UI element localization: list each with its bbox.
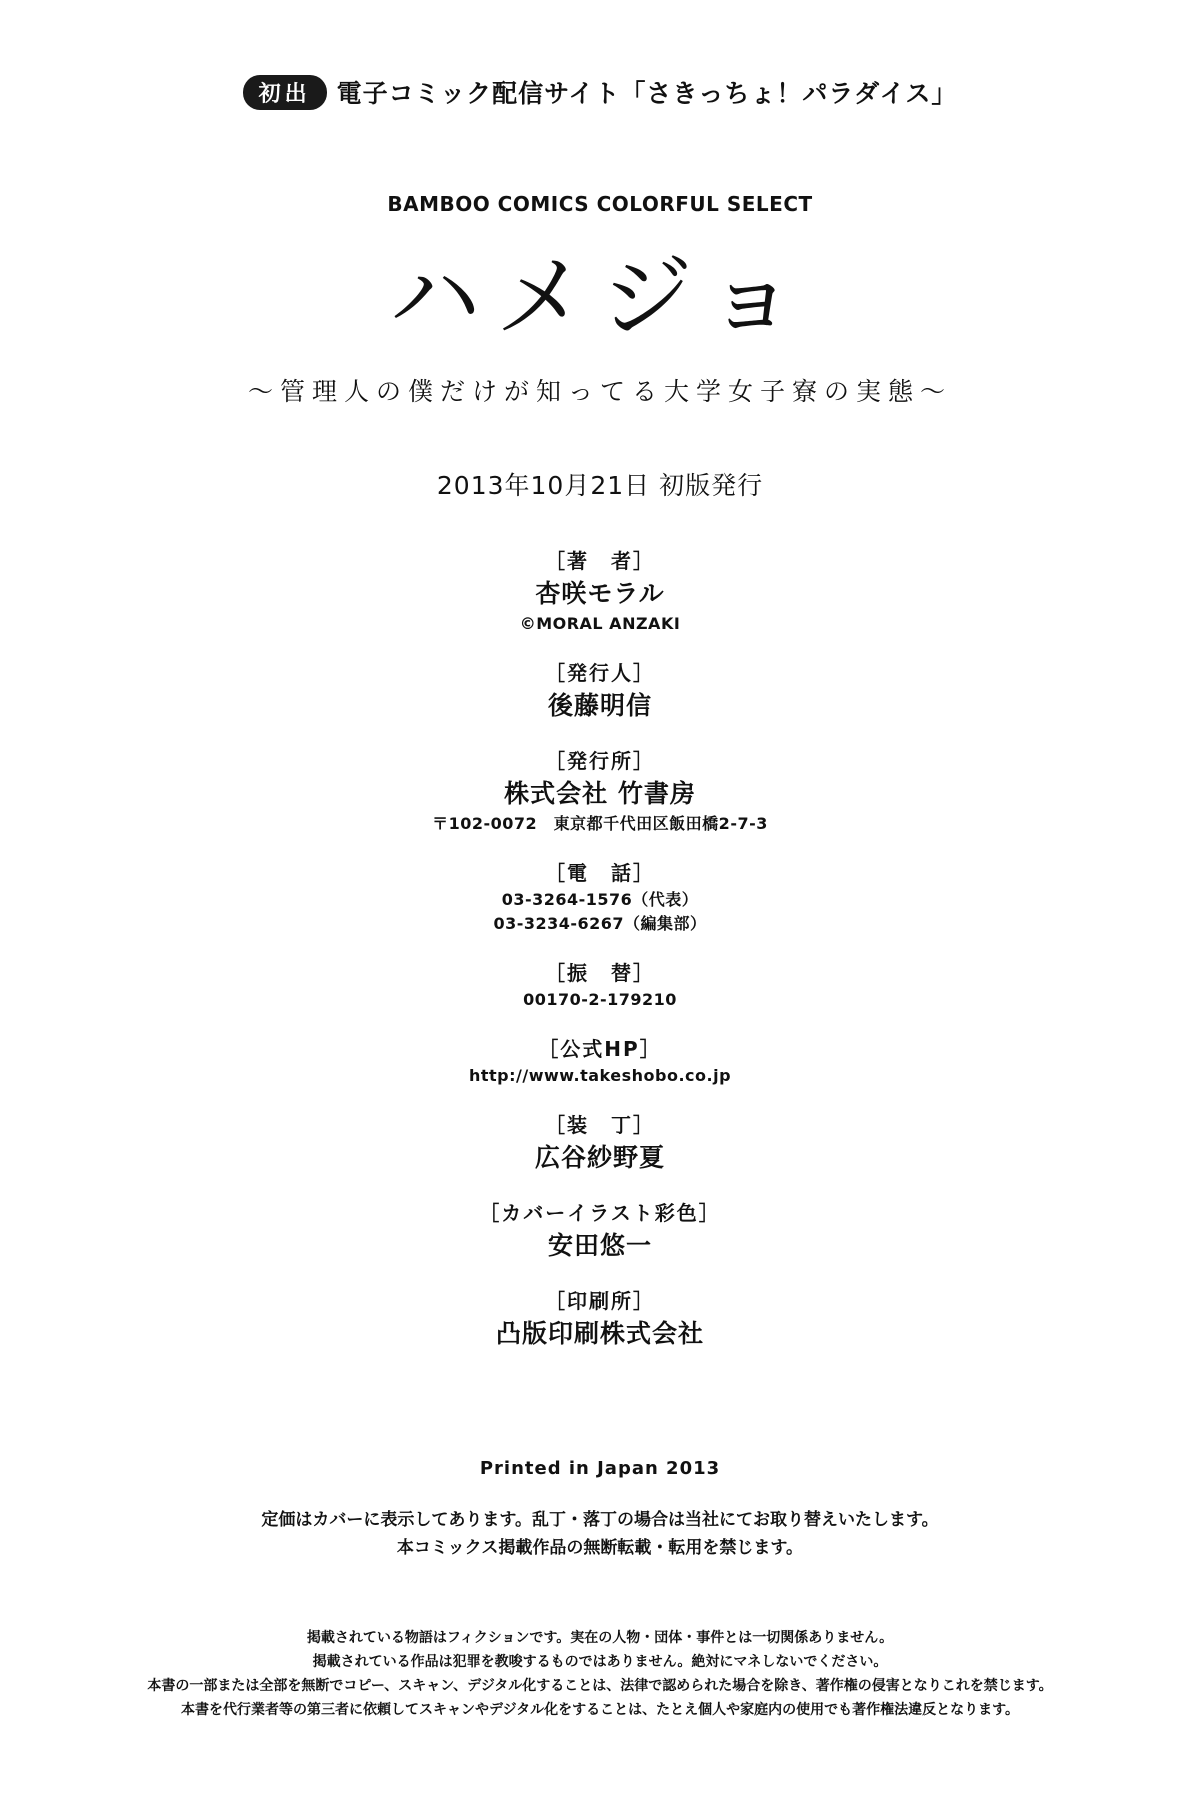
book-subtitle: 〜管理人の僕だけが知ってる大学女子寮の実態〜	[247, 377, 952, 406]
credits-list	[0, 546, 1200, 1352]
credit-detail: http://www.takeshobo.co.jp	[468, 1066, 732, 1085]
credit-block	[0, 858, 1200, 936]
first-publication-text: 電子コミック配信サイト「さきっちょ！パラダイス」	[336, 79, 958, 108]
legal-line: 掲載されている作品は犯罪を教唆するものではありません。絶対にマネしないでください。	[312, 1654, 888, 1670]
credit-block	[0, 1110, 1200, 1176]
credit-label: ［著 者］	[545, 549, 655, 573]
credit-label: ［カバーイラスト彩色］	[479, 1201, 721, 1225]
first-publication-badge: 初出	[243, 75, 327, 110]
credit-block	[0, 1286, 1200, 1352]
credit-label: ［発行人］	[545, 661, 655, 685]
credit-value: 凸版印刷株式会社	[495, 1319, 704, 1348]
credit-label: ［公式HP］	[538, 1037, 662, 1061]
credit-value: 安田悠一	[547, 1231, 652, 1260]
credit-label: ［電 話］	[545, 861, 655, 885]
notice-line: 定価はカバーに表示してあります。乱丁・落丁の場合は当社にてお取り替えいたします。	[261, 1510, 939, 1530]
credit-block	[0, 1034, 1200, 1088]
credit-block	[0, 546, 1200, 636]
credit-block	[0, 658, 1200, 724]
notice-line: 本コミックス掲載作品の無断転載・転用を禁じます。	[396, 1538, 804, 1558]
credit-detail: 〒102-0072 東京都千代田区飯田橋2-7-3	[432, 814, 768, 833]
publication-date: 2013年10月21日 初版発行	[436, 471, 764, 500]
first-publication-line	[0, 74, 1200, 110]
credit-label: ［振 替］	[545, 961, 655, 985]
credit-detail: 03-3264-1576（代表）	[501, 890, 699, 909]
credit-label: ［印刷所］	[545, 1289, 655, 1313]
credit-label: ［発行所］	[545, 749, 655, 773]
series-name: BAMBOO COMICS COLORFUL SELECT	[387, 192, 813, 216]
credit-block	[0, 958, 1200, 1012]
legal-line: 本書の一部または全部を無断でコピー、スキャン、デジタル化することは、法律で認められた場合を除き、著作権の侵害となりこれを禁じます。	[147, 1678, 1053, 1694]
credit-value: 後藤明信	[547, 691, 652, 720]
price-notice	[0, 1506, 1200, 1562]
credit-value: 広谷紗野夏	[534, 1143, 665, 1172]
legal-line: 掲載されている物語はフィクションです。実在の人物・団体・事件とは一切関係ありません。	[306, 1630, 894, 1646]
credit-block	[0, 1198, 1200, 1264]
legal-line: 本書を代行業者等の第三者に依頼してスキャンやデジタル化をすることは、たとえ個人や家庭内の使用でも著作権法違反となります。	[180, 1702, 1020, 1718]
credit-value: 杏咲モラル	[535, 579, 665, 608]
printed-in: Printed in Japan 2013	[479, 1458, 721, 1479]
credit-detail: 00170-2-179210	[523, 990, 677, 1009]
legal-notice	[0, 1626, 1200, 1722]
credit-detail: ©MORAL ANZAKI	[519, 614, 681, 633]
credit-value: 株式会社 竹書房	[504, 779, 696, 808]
credit-block	[0, 746, 1200, 836]
credit-detail: 03-3234-6267（編集部）	[493, 914, 707, 933]
credit-label: ［装 丁］	[545, 1113, 655, 1137]
book-title: ハメジョ	[388, 244, 812, 351]
